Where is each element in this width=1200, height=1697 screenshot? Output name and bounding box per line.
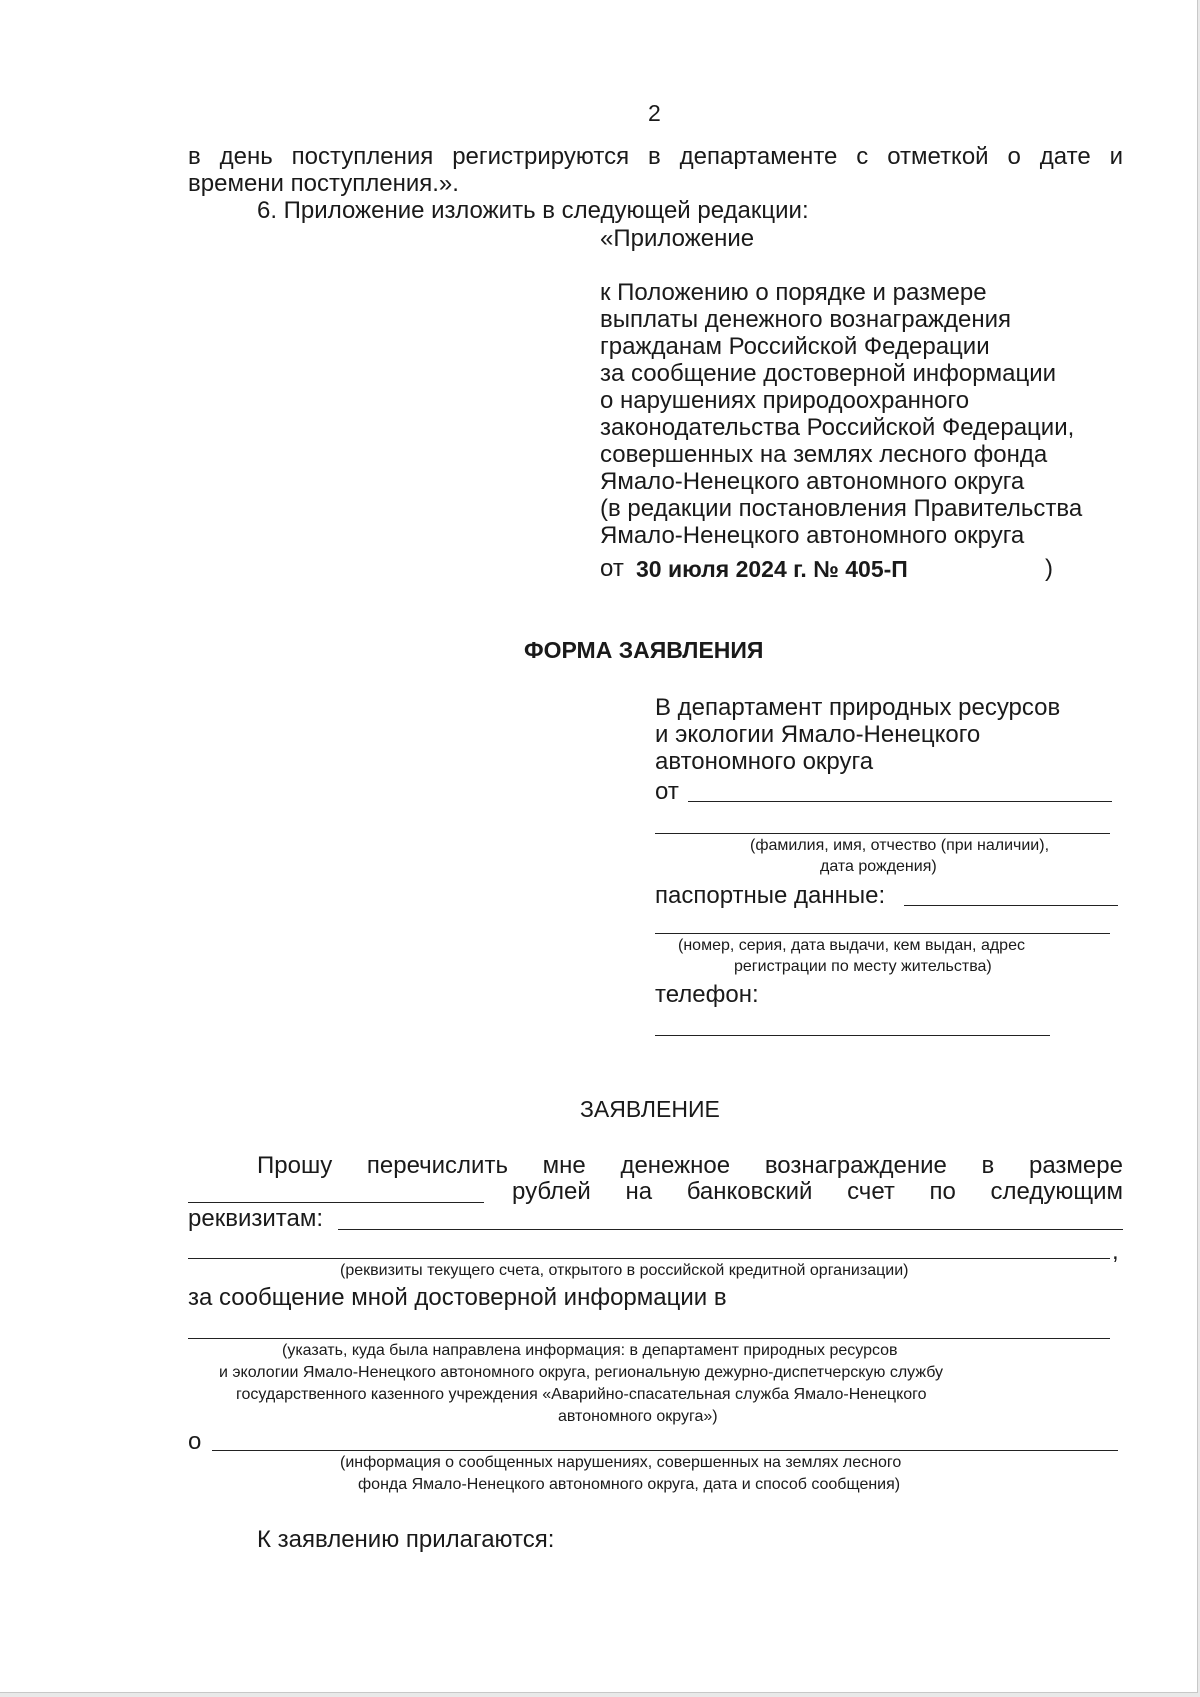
phone-label: телефон: [655,981,759,1008]
statement-line-1-word: размере [1028,1152,1123,1179]
statement-line-1-word: денежное [620,1152,731,1179]
addressee-line: автономного округа [655,748,874,775]
statement-line-1-word: Прошу [257,1152,333,1179]
statement-line-1 [257,1152,1123,1179]
appendix-line: выплаты денежного вознаграждения [600,306,1011,333]
requisites-label: реквизитам: [188,1205,323,1232]
name-hint: дата рождения) [820,858,937,875]
intro-line-2: времени поступления.». [188,170,459,197]
intro-word: в [647,143,661,170]
requisites-comma: , [1112,1238,1119,1265]
name-field-line-2[interactable] [655,833,1110,834]
intro-line-1 [188,143,1123,170]
where-field-line[interactable] [188,1338,1110,1339]
appendix-line: совершенных на землях лесного фонда [600,441,1048,468]
appendix-line: законодательства Российской Федерации, [600,414,1075,441]
statement-line-2 [512,1178,1123,1205]
intro-word: поступления [291,143,434,170]
statement-line-1-word: перечислить [366,1152,508,1179]
appendix-line: Ямало-Ненецкого автономного округа [600,468,1025,495]
appendix-line: гражданам Российской Федерации [600,333,990,360]
passport-label: паспортные данные: [655,882,886,909]
intro-word: отметкой [887,143,989,170]
page-number: 2 [648,100,661,126]
info-line: за сообщение мной достоверной информации в [188,1284,727,1311]
intro-word: департаменте [679,143,838,170]
statement-line-2-word: рублей [512,1178,591,1205]
statement-title: ЗАЯВЛЕНИЕ [580,1096,720,1122]
where-hint: и экологии Ямало-Ненецкого автономного округа, региональную дежурно-диспетчерскую службу [219,1364,944,1381]
intro-word: день [219,143,273,170]
about-label: о [188,1428,202,1455]
appendix-line: (в редакции постановления Правительства [600,495,1083,522]
item-6: 6. Приложение изложить в следующей редакции: [257,197,809,224]
where-hint: автономного округа») [558,1408,718,1425]
appendix-line: Ямало-Ненецкого автономного округа [600,522,1025,549]
intro-word: регистрируются [452,143,630,170]
addressee-line: и экологии Ямало-Ненецкого [655,721,981,748]
intro-word: дате [1039,143,1091,170]
passport-field-line-1[interactable] [904,905,1118,906]
statement-line-2-word: на [625,1178,653,1205]
about-field-line[interactable] [212,1450,1118,1451]
amount-field-line[interactable] [188,1202,484,1203]
passport-hint: регистрации по месту жительства) [734,958,992,975]
form-heading: ФОРМА ЗАЯВЛЕНИЯ [524,637,764,663]
appendix-closing-paren: ) [1045,555,1053,582]
intro-word: в [188,143,201,170]
appendix-line: к Положению о порядке и размере [600,279,987,306]
name-hint: (фамилия, имя, отчество (при наличии), [750,837,1050,854]
passport-hint: (номер, серия, дата выдачи, кем выдан, адрес [678,937,1025,954]
requisites-field-line-1[interactable] [338,1229,1123,1230]
addressee-line: В департамент природных ресурсов [655,694,1061,721]
intro-word: о [1007,143,1021,170]
appendix-line: за сообщение достоверной информации [600,360,1057,387]
appendix-title: «Приложение [600,225,755,252]
from-label: от [655,778,679,805]
where-hint: (указать, куда была направлена информация: в департамент природных ресурсов [282,1342,898,1359]
attachments-label: К заявлению прилагаются: [257,1526,555,1553]
appendix-from-label: от [600,555,624,582]
about-hint: фонда Ямало-Ненецкого автономного округа, дата и способ сообщения) [358,1476,901,1493]
phone-field-line[interactable] [655,1035,1050,1036]
requisites-field-line-2[interactable] [188,1258,1110,1259]
appendix-line: о нарушениях природоохранного [600,387,970,414]
requisites-hint: (реквизиты текущего счета, открытого в российской кредитной организации) [340,1262,909,1279]
statement-line-2-word: счет [847,1178,895,1205]
name-field-line-1[interactable] [688,801,1112,802]
statement-line-1-word: вознаграждение [764,1152,947,1179]
passport-field-line-2[interactable] [655,933,1110,934]
intro-word: с [856,143,869,170]
statement-line-2-word: банковский [686,1178,813,1205]
statement-line-2-word: следующим [990,1178,1123,1205]
intro-word: и [1109,143,1123,170]
where-hint: государственного казенного учреждения «Аварийно-спасательная служба Ямало-Ненецкого [236,1386,927,1403]
appendix-date-number: 30 июля 2024 г. № 405-П [636,556,908,582]
statement-line-2-word: по [929,1178,956,1205]
statement-line-1-word: мне [542,1152,586,1179]
about-hint: (информация о сообщенных нарушениях, совершенных на землях лесного [340,1454,902,1471]
statement-line-1-word: в [981,1152,995,1179]
